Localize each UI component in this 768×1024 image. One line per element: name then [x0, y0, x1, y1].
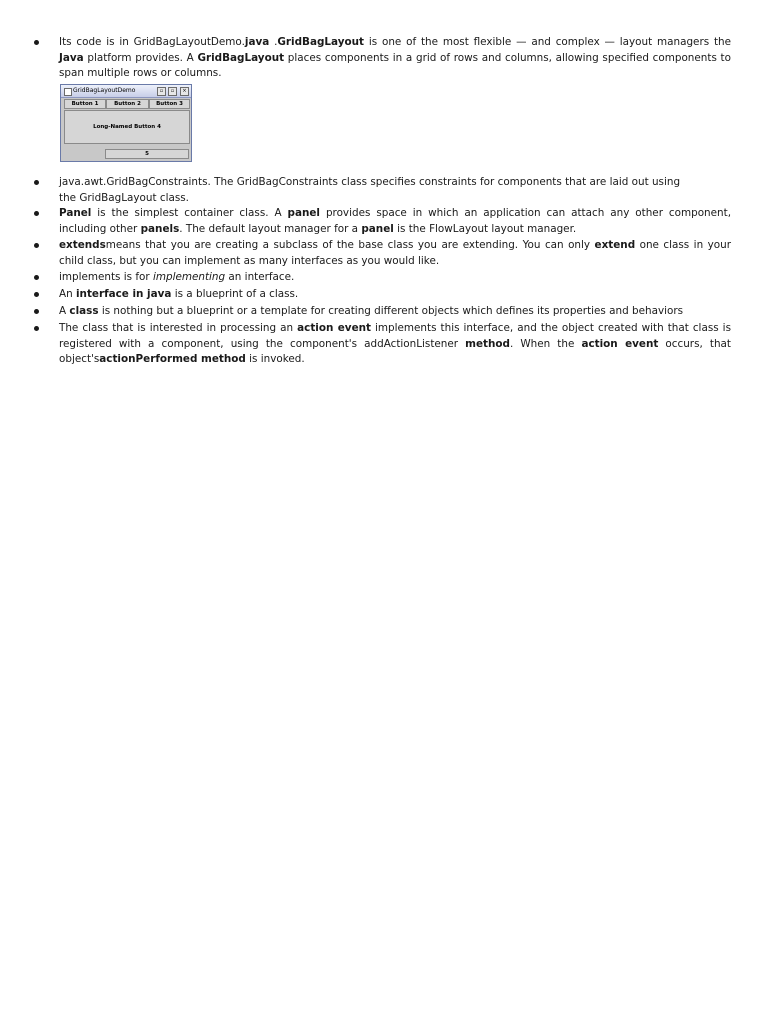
- window-button-5: 5: [105, 149, 189, 159]
- bold-term: GridBagLayout: [197, 51, 285, 64]
- bullet-text: [59, 287, 731, 303]
- bullet-text: [59, 321, 731, 368]
- bullet-dot: [34, 243, 39, 248]
- bullet-item-3: [59, 206, 731, 237]
- text-run: implements this interface, and the object created with that class is registered with a component, using the component's addActionListener: [59, 322, 731, 350]
- text-run: An: [59, 288, 76, 300]
- bullet-dot: [34, 292, 39, 297]
- text-run: an interface.: [225, 271, 295, 283]
- text-run: means that you are creating a subclass of the base class you are extending. You can only: [105, 239, 595, 251]
- bold-term: java: [244, 36, 270, 48]
- bullet-item-2: [59, 175, 731, 206]
- bold-term: action event: [297, 322, 371, 334]
- text-run: occurs, that object's: [59, 337, 731, 366]
- window-app-icon: [64, 88, 72, 96]
- text-run: Its code is in GridBagLayoutDemo.: [59, 36, 245, 48]
- bold-term: action event: [581, 337, 659, 350]
- text-run: java.awt.GridBagConstraints. The GridBagConstraints class specifies constraints for components that are laid out using the GridBagLayout class.: [59, 176, 681, 204]
- bold-term: extends: [59, 239, 106, 251]
- window-titlebar: [61, 85, 191, 98]
- bold-term: actionPerformed method: [99, 353, 246, 366]
- bullet-item-7: [59, 304, 731, 320]
- bullet-text: [59, 35, 731, 82]
- text-run: is a blueprint of a class.: [171, 288, 299, 300]
- bold-term: Panel: [59, 207, 92, 219]
- close-icon: ×: [180, 87, 189, 96]
- bullet-item-8: [59, 321, 731, 368]
- maximize-icon: ▫: [168, 87, 177, 96]
- text-run: .: [269, 36, 278, 48]
- text-run: implements: [59, 271, 121, 283]
- bold-term: panel: [287, 207, 320, 219]
- window-title: GridBagLayoutDemo: [73, 87, 136, 94]
- bullet-dot: [34, 309, 39, 314]
- italic-term: implementing: [152, 271, 226, 283]
- bold-term: panels: [140, 222, 180, 235]
- bold-term: Java: [59, 51, 84, 64]
- bold-term: panel: [361, 222, 394, 235]
- bullet-item-6: [59, 287, 731, 303]
- gridbag-demo-window-image: [60, 84, 192, 162]
- text-run: is the FlowLayout layout manager.: [393, 222, 577, 235]
- bold-term: extend: [594, 239, 636, 251]
- bold-term: GridBagLayout: [277, 36, 365, 48]
- window-button-1: Button 1: [64, 99, 106, 109]
- text-run: is for: [120, 271, 153, 283]
- bullet-item-4: [59, 238, 731, 269]
- text-run: The class that is interested in processing an: [59, 322, 298, 334]
- bold-term: class: [69, 305, 99, 317]
- text-run: one class in your child class, but you can implement as many interfaces as you would like.: [59, 239, 731, 267]
- text-run: A: [59, 305, 70, 317]
- bold-term: method: [465, 337, 510, 350]
- window-button-4: Long-Named Button 4: [64, 110, 190, 144]
- window-button-2: Button 2: [106, 99, 149, 109]
- bullet-text: [59, 270, 731, 286]
- bullet-dot: [34, 211, 39, 216]
- bullet-dot: [34, 40, 39, 45]
- bullet-item-5: [59, 270, 731, 286]
- text-run: platform provides. A: [83, 51, 198, 64]
- text-run: is one of the most flexible — and complex — layout managers the: [364, 36, 731, 48]
- bullet-text: [59, 175, 689, 206]
- bold-term: interface in java: [76, 288, 172, 300]
- text-run: is invoked.: [245, 353, 305, 366]
- bullet-dot: [34, 326, 39, 331]
- minimize-icon: ▫: [157, 87, 166, 96]
- text-run: . The default layout manager for a: [179, 222, 362, 235]
- bullet-dot: [34, 180, 39, 185]
- text-run: is nothing but a blueprint or a template for creating different objects which defines its properties and behaviors: [98, 305, 684, 317]
- bullet-item-1: [59, 35, 731, 82]
- bullet-text: [59, 304, 731, 320]
- text-run: . When the: [509, 337, 582, 350]
- text-run: places components in a grid of rows and columns, allowing specified components to span multiple rows or columns.: [59, 51, 731, 80]
- text-run: is the simplest container class. A: [91, 207, 288, 219]
- bullet-text: [59, 206, 731, 237]
- bullet-text: [59, 238, 731, 269]
- window-button-3: Button 3: [149, 99, 190, 109]
- bullet-dot: [34, 275, 39, 280]
- text-run: provides space in which an application can attach any other component, including other: [59, 207, 731, 235]
